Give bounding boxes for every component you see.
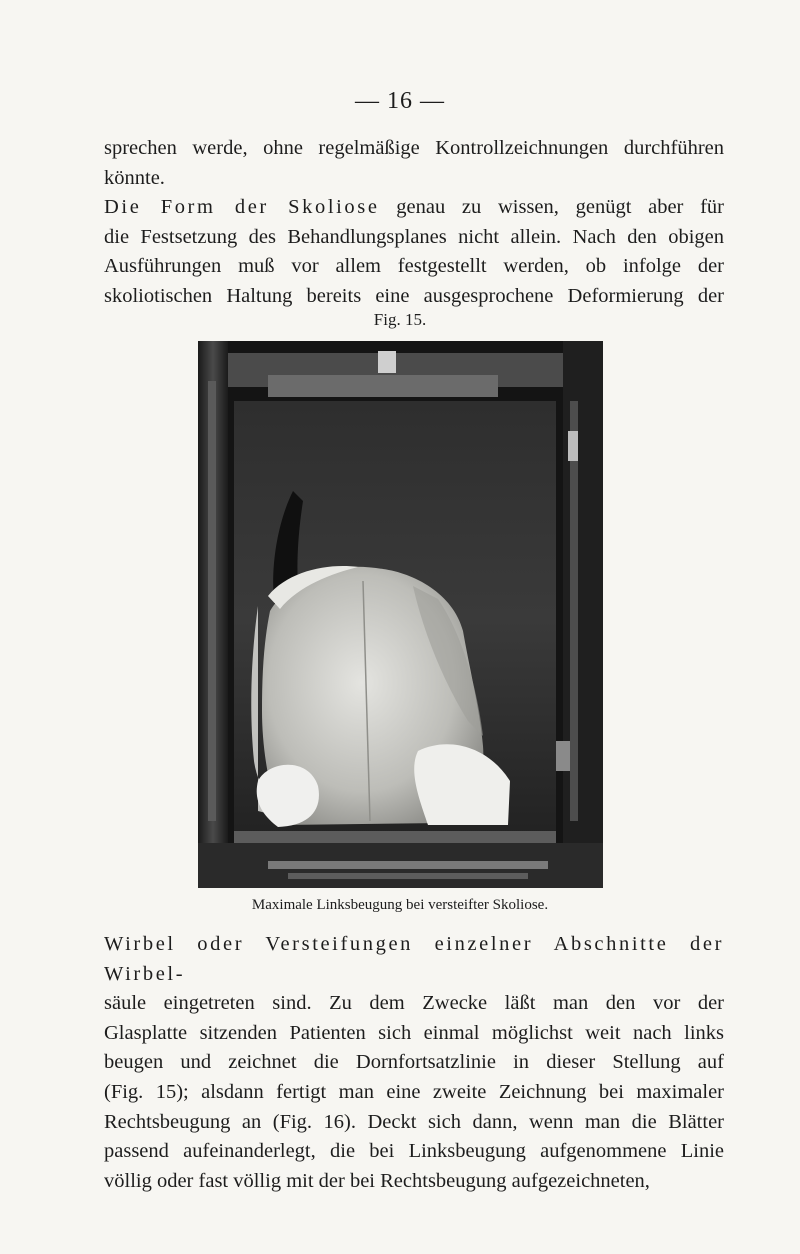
text-line: könnte. [104,166,165,189]
text-line: völlig oder fast völlig mit der bei Rechtsbeugung aufgezeichneten, [104,1169,650,1192]
figure-caption: Maximale Linksbeugung bei versteifter Skoliose. [251,897,549,913]
text-line: Ausführungen muß vor allem festgestellt werden, ob infolge der [104,255,724,278]
text-line: beugen und zeichnet die Dornfortsatzlinie in dieser Stellung auf [104,1051,724,1074]
page-number: — 16 — [355,88,445,114]
text-line: die Festsetzung des Behandlungsplanes nicht allein. Nach den obigen [104,225,724,248]
paragraph-2 [104,193,724,311]
emphasized-term: Wirbel oder Versteifungen einzelner Abschnitte der Wirbel- [104,933,724,985]
text-line: (Fig. 15); alsdann fertigt man eine zweite Zeichnung bei maximaler [104,1080,724,1103]
text-line: skoliotischen Haltung bereits eine ausgesprochene Deformierung der [104,284,724,307]
emphasized-term: Die Form der Skoliose [104,196,380,218]
text-line: Rechtsbeugung an (Fig. 16). Deckt sich dann, wenn man die Blätter [104,1110,724,1133]
figure-label: Fig. 15. [373,310,427,329]
text-line: passend aufeinanderlegt, die bei Linksbeugung aufgenommene Linie [104,1140,724,1163]
paragraph-3 [104,930,724,1196]
text-line: säule eingetreten sind. Zu dem Zwecke läßt man den vor der [104,992,724,1015]
text-line: Glasplatte sitzenden Patienten sich einmal möglichst weit nach links [104,1021,724,1044]
figure-photograph [198,341,603,888]
back-photograph-icon [198,341,603,888]
paragraph-1 [104,134,724,193]
text-fragment: genau zu wissen, genügt aber für [379,196,724,218]
text-line: sprechen werde, ohne regelmäßige Kontrollzeichnungen durchführen [104,137,724,159]
text-line [104,193,724,223]
